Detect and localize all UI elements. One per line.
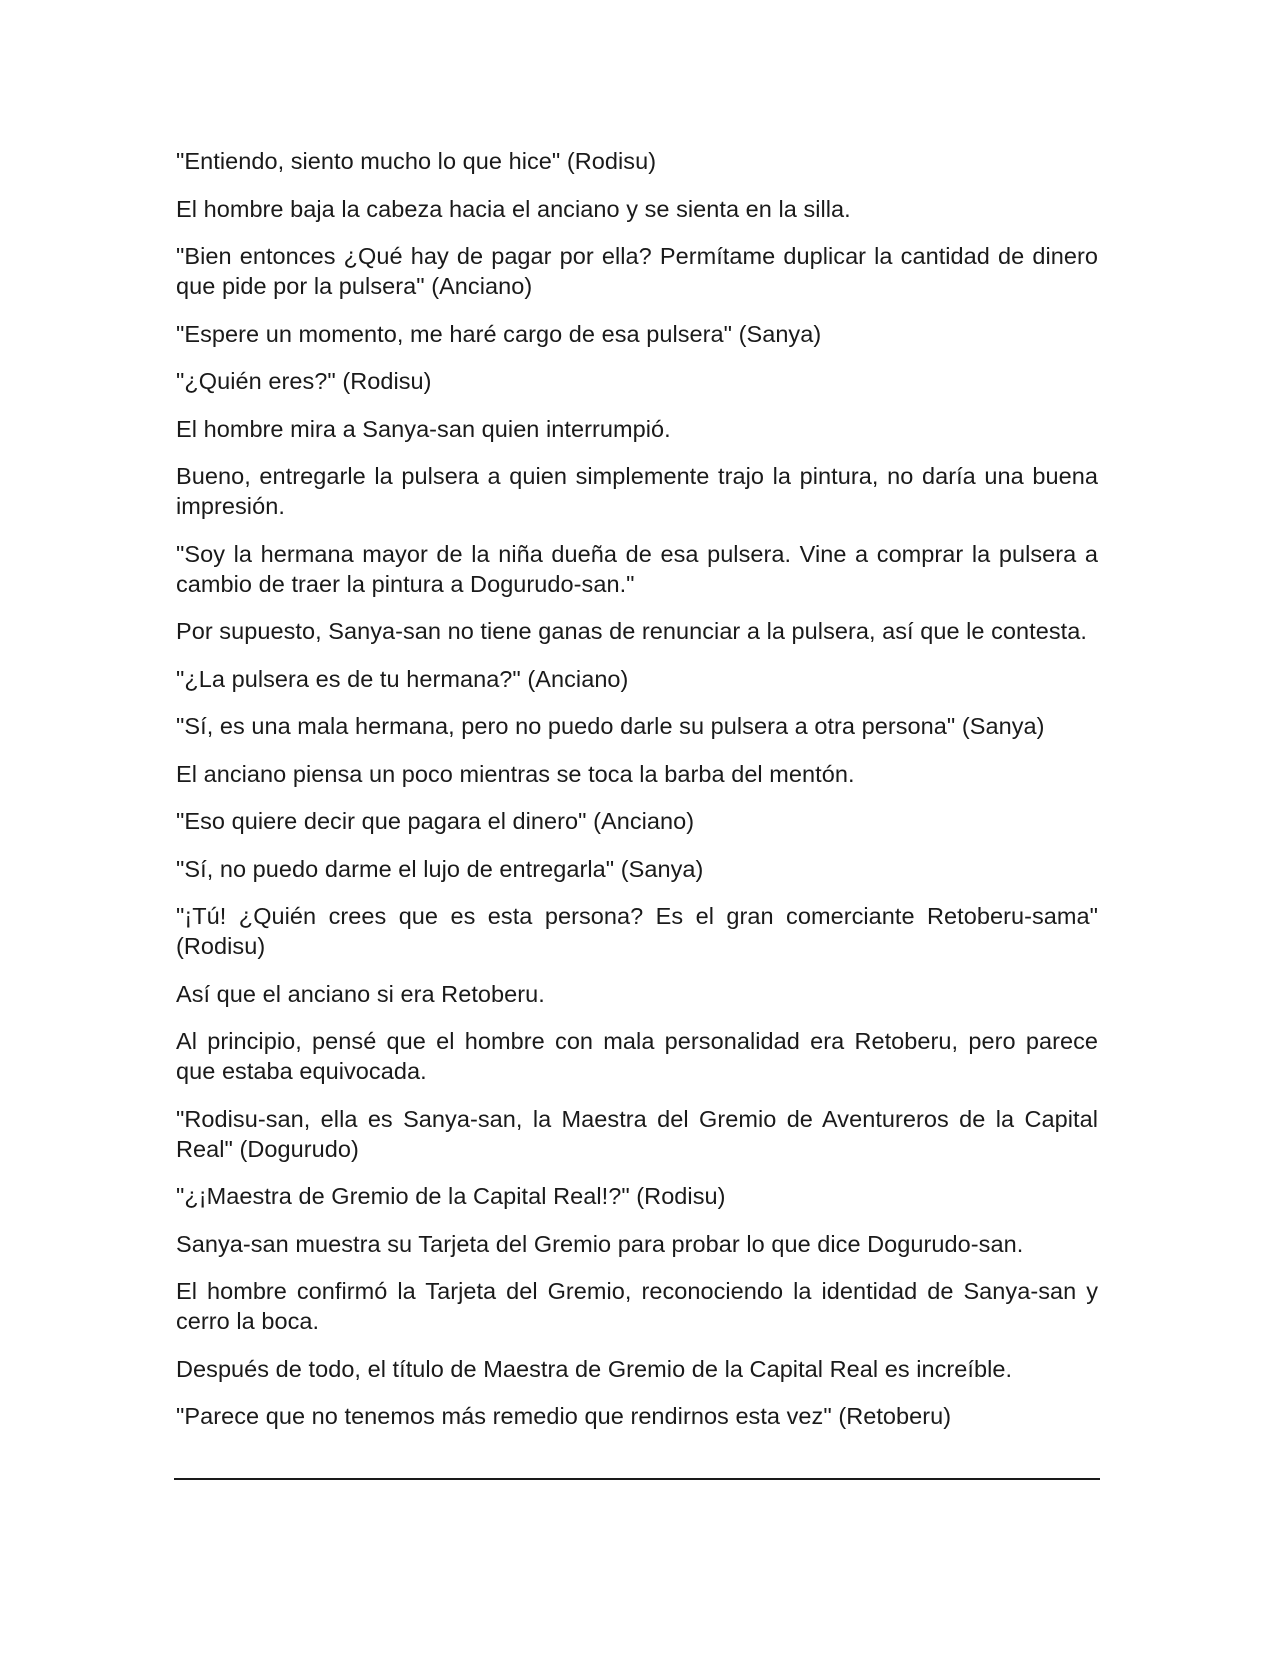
paragraph: "¿¡Maestra de Gremio de la Capital Real!?" (Rodisu)	[176, 1183, 726, 1209]
paragraph: "Soy la hermana mayor de la niña dueña de esa pulsera. Vine a comprar la pulsera a cambio de traer la pintura a Dogurudo-san."	[176, 540, 1098, 597]
paragraph: Después de todo, el título de Maestra de Gremio de la Capital Real es increíble.	[176, 1355, 1013, 1382]
bottom-rule-divider	[174, 1478, 1100, 1480]
paragraph: "¡Tú! ¿Quién crees que es esta persona? Es el gran comerciante Retoberu-sama" (Rodisu)	[176, 903, 1098, 959]
paragraph: El hombre baja la cabeza hacia el anciano y se sienta en la silla.	[176, 195, 851, 222]
paragraph: "Parece que no tenemos más remedio que rendirnos esta vez" (Retoberu)	[176, 1403, 952, 1429]
paragraph: "Espere un momento, me haré cargo de esa pulsera" (Sanya)	[176, 320, 822, 347]
paragraph: Sanya-san muestra su Tarjeta del Gremio para probar lo que dice Dogurudo-san.	[176, 1230, 1024, 1257]
paragraph: "Eso quiere decir que pagara el dinero" (Anciano)	[176, 808, 695, 834]
paragraph: Bueno, entregarle la pulsera a quien simplemente trajo la pintura, no daría una buena impresión.	[176, 463, 1098, 519]
paragraph: Al principio, pensé que el hombre con mala personalidad era Retoberu, pero parece que estaba equivocada.	[176, 1028, 1098, 1084]
paragraph: "Sí, no puedo darme el lujo de entregarla" (Sanya)	[176, 855, 704, 882]
document-body	[176, 146, 1098, 1449]
paragraph: El hombre confirmó la Tarjeta del Gremio, reconociendo la identidad de Sanya-san y cerro la boca.	[176, 1278, 1098, 1334]
paragraph: El anciano piensa un poco mientras se toca la barba del mentón.	[176, 760, 855, 787]
paragraph: "Sí, es una mala hermana, pero no puedo darle su pulsera a otra persona" (Sanya)	[176, 713, 1045, 739]
paragraph: Así que el anciano si era Retoberu.	[176, 980, 545, 1007]
paragraph: "Entiendo, siento mucho lo que hice" (Rodisu)	[176, 148, 657, 174]
paragraph: "¿Quién eres?" (Rodisu)	[176, 368, 432, 394]
paragraph: "Rodisu-san, ella es Sanya-san, la Maestra del Gremio de Aventureros de la Capital Real" (Dogurudo)	[176, 1105, 1098, 1162]
paragraph: El hombre mira a Sanya-san quien interrumpió.	[176, 415, 671, 442]
paragraph: Por supuesto, Sanya-san no tiene ganas de renunciar a la pulsera, así que le contesta.	[176, 618, 1087, 644]
paragraph: "Bien entonces ¿Qué hay de pagar por ella? Permítame duplicar la cantidad de dinero que pide por la pulsera" (Anciano)	[176, 243, 1098, 299]
paragraph: "¿La pulsera es de tu hermana?" (Anciano)	[176, 665, 629, 692]
